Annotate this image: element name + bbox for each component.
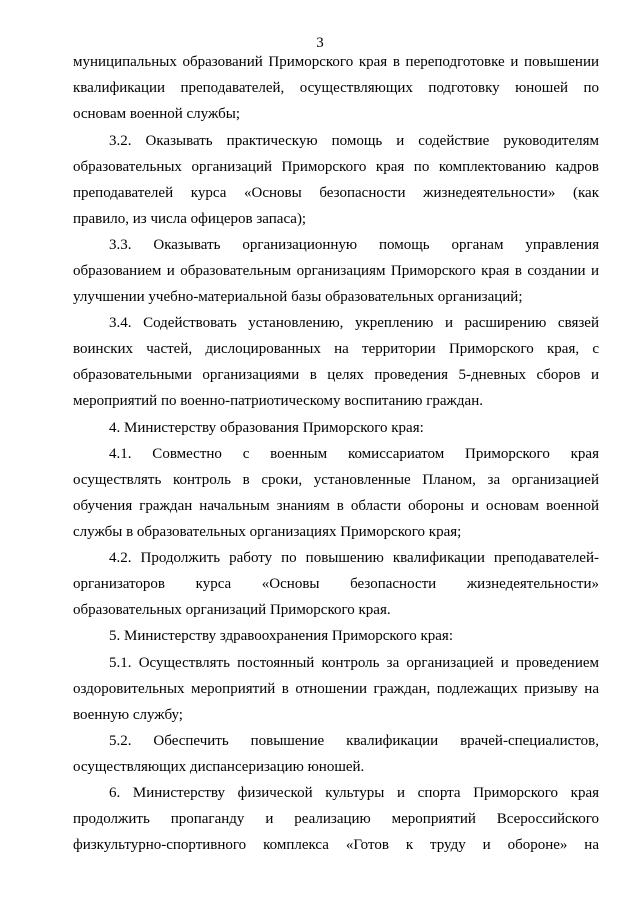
text-line: муниципальных образований Приморского края в переподготовке и повышении: [73, 54, 599, 70]
text-line: 5. Министерству здравоохранения Приморского края:: [109, 628, 453, 644]
text-line: мероприятий по военно-патриотическому воспитанию граждан.: [73, 393, 483, 409]
text-line: осуществлять контроль в сроки, установленные Планом, за организацией: [73, 472, 599, 488]
text-line: 5.2. Обеспечить повышение квалификации врачей-специалистов,: [109, 733, 599, 749]
text-line: квалификации преподавателей, осуществляющих подготовку юношей по: [73, 80, 599, 96]
text-line: осуществляющих диспансеризацию юношей.: [73, 759, 365, 775]
text-line: 4.1. Совместно с военным комиссариатом Приморского края: [109, 446, 599, 462]
text-line: оздоровительных мероприятий в отношении граждан, подлежащих призыву на: [73, 681, 599, 697]
text-line: 3.2. Оказывать практическую помощь и содействие руководителям: [109, 133, 599, 149]
text-line: преподавателей курса «Основы безопасности жизнедеятельности» (как: [73, 185, 599, 201]
text-line: 4.2. Продолжить работу по повышению квалификации преподавателей-: [109, 550, 599, 566]
text-line: образовательными организациями в целях проведения 5-дневных сборов и: [73, 367, 599, 383]
text-line: 4. Министерству образования Приморского края:: [109, 420, 424, 436]
page-number: 3: [316, 35, 324, 51]
text-line: 5.1. Осуществлять постоянный контроль за организацией и проведением: [109, 655, 599, 671]
text-line: основам военной службы;: [73, 106, 240, 122]
text-line: военную службу;: [73, 707, 183, 723]
text-line: улучшении учебно-материальной базы образовательных организаций;: [73, 289, 523, 305]
text-line: воинских частей, дислоцированных на территории Приморского края, с: [73, 341, 599, 357]
text-line: 3.3. Оказывать организационную помощь органам управления: [109, 237, 599, 253]
text-line: продолжить пропаганду и реализацию мероприятий Всероссийского: [73, 811, 599, 827]
text-line: обучения граждан начальным знаниям в области обороны и основам военной: [73, 498, 599, 514]
text-line: организаторов курса «Основы безопасности жизнедеятельности»: [73, 576, 599, 592]
text-line: физкультурно-спортивного комплекса «Готов к труду и обороне» на: [73, 837, 599, 853]
text-line: образовательных организаций Приморского края.: [73, 602, 391, 618]
text-line: 3.4. Содействовать установлению, укреплению и расширению связей: [109, 315, 599, 331]
text-line: образовательных организаций Приморского края по комплектованию кадров: [73, 159, 599, 175]
text-line: 6. Министерству физической культуры и спорта Приморского края: [109, 785, 599, 801]
text-line: службы в образовательных организациях Приморского края;: [73, 524, 462, 540]
text-line: образованием и образовательным организациям Приморского края в создании и: [73, 263, 599, 279]
text-line: правило, из числа офицеров запаса);: [73, 211, 307, 227]
